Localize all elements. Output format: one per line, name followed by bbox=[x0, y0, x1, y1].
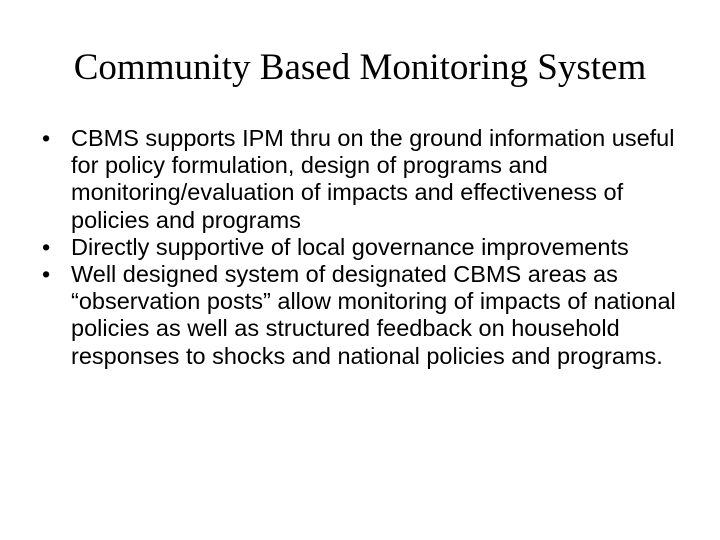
bullet-marker: • bbox=[42, 125, 51, 151]
bullet-marker: • bbox=[42, 233, 51, 260]
bullet-text: Directly supportive of local governance improvements bbox=[71, 233, 629, 260]
slide-title: Community Based Monitoring System bbox=[73, 47, 647, 88]
bullet-text: Well designed system of designated CBMS areas as “observation posts” allow monitoring of impacts of national policies as well as structured feedback on household responses to shocks and national policies and programs. bbox=[71, 261, 676, 369]
bullet-item bbox=[42, 125, 692, 234]
bullet-item bbox=[42, 234, 692, 261]
bullet-list bbox=[42, 125, 692, 370]
bullet-item bbox=[42, 261, 692, 370]
bullet-text: CBMS supports IPM thru on the ground information useful for policy formulation, design of programs and monitoring/evaluation of impacts and effectiveness of policies and programs bbox=[71, 125, 675, 233]
bullet-marker: • bbox=[42, 261, 51, 288]
